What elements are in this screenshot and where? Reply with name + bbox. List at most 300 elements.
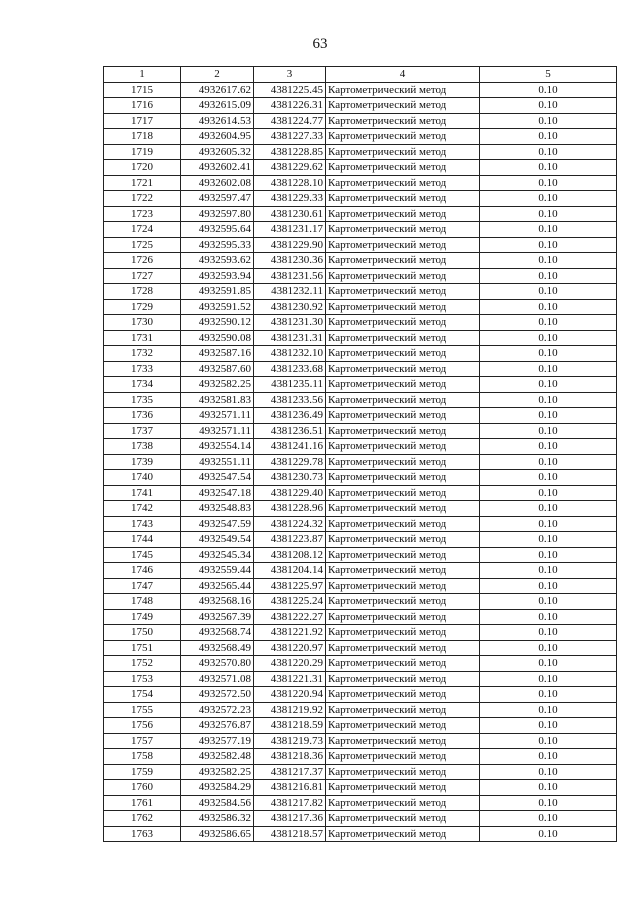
precision-cell: 0.10 bbox=[480, 392, 617, 408]
y-coordinate-cell: 4381218.57 bbox=[254, 826, 326, 842]
method-cell: Картометрический метод bbox=[326, 113, 480, 129]
y-coordinate-cell: 4381228.85 bbox=[254, 144, 326, 160]
point-number-cell: 1761 bbox=[104, 795, 181, 811]
x-coordinate-cell: 4932547.54 bbox=[181, 470, 254, 486]
precision-cell: 0.10 bbox=[480, 361, 617, 377]
point-number-cell: 1757 bbox=[104, 733, 181, 749]
precision-cell: 0.10 bbox=[480, 454, 617, 470]
y-coordinate-cell: 4381230.73 bbox=[254, 470, 326, 486]
method-cell: Картометрический метод bbox=[326, 470, 480, 486]
precision-cell: 0.10 bbox=[480, 795, 617, 811]
precision-cell: 0.10 bbox=[480, 191, 617, 207]
x-coordinate-cell: 4932590.12 bbox=[181, 315, 254, 331]
point-number-cell: 1756 bbox=[104, 718, 181, 734]
y-coordinate-cell: 4381221.92 bbox=[254, 625, 326, 641]
x-coordinate-cell: 4932591.85 bbox=[181, 284, 254, 300]
y-coordinate-cell: 4381204.14 bbox=[254, 563, 326, 579]
point-number-cell: 1758 bbox=[104, 749, 181, 765]
method-cell: Картометрический метод bbox=[326, 299, 480, 315]
point-number-cell: 1755 bbox=[104, 702, 181, 718]
precision-cell: 0.10 bbox=[480, 237, 617, 253]
y-coordinate-cell: 4381220.97 bbox=[254, 640, 326, 656]
method-cell: Картометрический метод bbox=[326, 222, 480, 238]
method-cell: Картометрический метод bbox=[326, 764, 480, 780]
point-number-cell: 1737 bbox=[104, 423, 181, 439]
y-coordinate-cell: 4381229.90 bbox=[254, 237, 326, 253]
page-number: 63 bbox=[312, 36, 328, 52]
method-cell: Картометрический метод bbox=[326, 547, 480, 563]
method-cell: Картометрический метод bbox=[326, 532, 480, 548]
table-header bbox=[104, 67, 617, 83]
precision-cell: 0.10 bbox=[480, 671, 617, 687]
precision-cell: 0.10 bbox=[480, 640, 617, 656]
table-row bbox=[104, 315, 617, 331]
method-cell: Картометрический метод bbox=[326, 268, 480, 284]
point-number-cell: 1744 bbox=[104, 532, 181, 548]
table-row bbox=[104, 175, 617, 191]
method-cell: Картометрический метод bbox=[326, 144, 480, 160]
method-cell: Картометрический метод bbox=[326, 733, 480, 749]
method-cell: Картометрический метод bbox=[326, 656, 480, 672]
y-coordinate-cell: 4381235.11 bbox=[254, 377, 326, 393]
point-number-cell: 1733 bbox=[104, 361, 181, 377]
precision-cell: 0.10 bbox=[480, 408, 617, 424]
point-number-cell: 1732 bbox=[104, 346, 181, 362]
y-coordinate-cell: 4381219.73 bbox=[254, 733, 326, 749]
point-number-cell: 1742 bbox=[104, 501, 181, 517]
method-cell: Картометрический метод bbox=[326, 423, 480, 439]
y-coordinate-cell: 4381232.10 bbox=[254, 346, 326, 362]
header-row bbox=[104, 67, 617, 83]
point-number-cell: 1760 bbox=[104, 780, 181, 796]
precision-cell: 0.10 bbox=[480, 253, 617, 269]
table-row bbox=[104, 377, 617, 393]
point-number-cell: 1727 bbox=[104, 268, 181, 284]
table-row bbox=[104, 237, 617, 253]
point-number-cell: 1762 bbox=[104, 811, 181, 827]
method-cell: Картометрический метод bbox=[326, 516, 480, 532]
x-coordinate-cell: 4932547.59 bbox=[181, 516, 254, 532]
column-header-1: 1 bbox=[104, 67, 181, 83]
point-number-cell: 1725 bbox=[104, 237, 181, 253]
x-coordinate-cell: 4932597.47 bbox=[181, 191, 254, 207]
table-row bbox=[104, 826, 617, 842]
point-number-cell: 1748 bbox=[104, 594, 181, 610]
point-number-cell: 1718 bbox=[104, 129, 181, 145]
precision-cell: 0.10 bbox=[480, 206, 617, 222]
point-number-cell: 1735 bbox=[104, 392, 181, 408]
method-cell: Картометрический метод bbox=[326, 377, 480, 393]
precision-cell: 0.10 bbox=[480, 160, 617, 176]
x-coordinate-cell: 4932586.32 bbox=[181, 811, 254, 827]
precision-cell: 0.10 bbox=[480, 578, 617, 594]
table-row bbox=[104, 222, 617, 238]
x-coordinate-cell: 4932549.54 bbox=[181, 532, 254, 548]
y-coordinate-cell: 4381227.33 bbox=[254, 129, 326, 145]
table-row bbox=[104, 501, 617, 517]
method-cell: Картометрический метод bbox=[326, 82, 480, 98]
table-row bbox=[104, 299, 617, 315]
method-cell: Картометрический метод bbox=[326, 330, 480, 346]
column-header-5: 5 bbox=[480, 67, 617, 83]
table-row bbox=[104, 423, 617, 439]
table-row bbox=[104, 795, 617, 811]
point-number-cell: 1741 bbox=[104, 485, 181, 501]
x-coordinate-cell: 4932614.53 bbox=[181, 113, 254, 129]
y-coordinate-cell: 4381231.30 bbox=[254, 315, 326, 331]
point-number-cell: 1720 bbox=[104, 160, 181, 176]
y-coordinate-cell: 4381225.45 bbox=[254, 82, 326, 98]
table-row bbox=[104, 563, 617, 579]
point-number-cell: 1746 bbox=[104, 563, 181, 579]
table-body bbox=[104, 82, 617, 842]
y-coordinate-cell: 4381218.59 bbox=[254, 718, 326, 734]
point-number-cell: 1736 bbox=[104, 408, 181, 424]
precision-cell: 0.10 bbox=[480, 315, 617, 331]
y-coordinate-cell: 4381229.78 bbox=[254, 454, 326, 470]
point-number-cell: 1749 bbox=[104, 609, 181, 625]
point-number-cell: 1743 bbox=[104, 516, 181, 532]
point-number-cell: 1731 bbox=[104, 330, 181, 346]
table-row bbox=[104, 532, 617, 548]
method-cell: Картометрический метод bbox=[326, 826, 480, 842]
table-row bbox=[104, 439, 617, 455]
precision-cell: 0.10 bbox=[480, 377, 617, 393]
precision-cell: 0.10 bbox=[480, 330, 617, 346]
x-coordinate-cell: 4932590.08 bbox=[181, 330, 254, 346]
y-coordinate-cell: 4381229.33 bbox=[254, 191, 326, 207]
y-coordinate-cell: 4381236.51 bbox=[254, 423, 326, 439]
method-cell: Картометрический метод bbox=[326, 408, 480, 424]
x-coordinate-cell: 4932615.09 bbox=[181, 98, 254, 114]
table-row bbox=[104, 578, 617, 594]
precision-cell: 0.10 bbox=[480, 82, 617, 98]
method-cell: Картометрический метод bbox=[326, 284, 480, 300]
method-cell: Картометрический метод bbox=[326, 501, 480, 517]
point-number-cell: 1753 bbox=[104, 671, 181, 687]
method-cell: Картометрический метод bbox=[326, 392, 480, 408]
x-coordinate-cell: 4932617.62 bbox=[181, 82, 254, 98]
y-coordinate-cell: 4381231.31 bbox=[254, 330, 326, 346]
x-coordinate-cell: 4932576.87 bbox=[181, 718, 254, 734]
x-coordinate-cell: 4932587.16 bbox=[181, 346, 254, 362]
table-row bbox=[104, 82, 617, 98]
point-number-cell: 1751 bbox=[104, 640, 181, 656]
x-coordinate-cell: 4932602.08 bbox=[181, 175, 254, 191]
method-cell: Картометрический метод bbox=[326, 485, 480, 501]
table-row bbox=[104, 687, 617, 703]
y-coordinate-cell: 4381217.37 bbox=[254, 764, 326, 780]
point-number-cell: 1734 bbox=[104, 377, 181, 393]
method-cell: Картометрический метод bbox=[326, 206, 480, 222]
y-coordinate-cell: 4381222.27 bbox=[254, 609, 326, 625]
point-number-cell: 1754 bbox=[104, 687, 181, 703]
table-row bbox=[104, 609, 617, 625]
y-coordinate-cell: 4381217.82 bbox=[254, 795, 326, 811]
table-row bbox=[104, 470, 617, 486]
x-coordinate-cell: 4932577.19 bbox=[181, 733, 254, 749]
point-number-cell: 1752 bbox=[104, 656, 181, 672]
method-cell: Картометрический метод bbox=[326, 749, 480, 765]
x-coordinate-cell: 4932571.11 bbox=[181, 408, 254, 424]
table-row bbox=[104, 191, 617, 207]
method-cell: Картометрический метод bbox=[326, 175, 480, 191]
y-coordinate-cell: 4381208.12 bbox=[254, 547, 326, 563]
precision-cell: 0.10 bbox=[480, 423, 617, 439]
point-number-cell: 1715 bbox=[104, 82, 181, 98]
table-row bbox=[104, 160, 617, 176]
table-row bbox=[104, 547, 617, 563]
method-cell: Картометрический метод bbox=[326, 98, 480, 114]
precision-cell: 0.10 bbox=[480, 470, 617, 486]
x-coordinate-cell: 4932593.62 bbox=[181, 253, 254, 269]
x-coordinate-cell: 4932571.11 bbox=[181, 423, 254, 439]
point-number-cell: 1729 bbox=[104, 299, 181, 315]
x-coordinate-cell: 4932547.18 bbox=[181, 485, 254, 501]
point-number-cell: 1726 bbox=[104, 253, 181, 269]
method-cell: Картометрический метод bbox=[326, 578, 480, 594]
precision-cell: 0.10 bbox=[480, 656, 617, 672]
table-row bbox=[104, 284, 617, 300]
precision-cell: 0.10 bbox=[480, 485, 617, 501]
y-coordinate-cell: 4381229.62 bbox=[254, 160, 326, 176]
precision-cell: 0.10 bbox=[480, 516, 617, 532]
y-coordinate-cell: 4381236.49 bbox=[254, 408, 326, 424]
y-coordinate-cell: 4381230.92 bbox=[254, 299, 326, 315]
method-cell: Картометрический метод bbox=[326, 811, 480, 827]
table-row bbox=[104, 485, 617, 501]
point-number-cell: 1747 bbox=[104, 578, 181, 594]
method-cell: Картометрический метод bbox=[326, 625, 480, 641]
x-coordinate-cell: 4932565.44 bbox=[181, 578, 254, 594]
y-coordinate-cell: 4381220.94 bbox=[254, 687, 326, 703]
x-coordinate-cell: 4932568.16 bbox=[181, 594, 254, 610]
point-number-cell: 1750 bbox=[104, 625, 181, 641]
table-row bbox=[104, 718, 617, 734]
precision-cell: 0.10 bbox=[480, 702, 617, 718]
precision-cell: 0.10 bbox=[480, 222, 617, 238]
precision-cell: 0.10 bbox=[480, 144, 617, 160]
point-number-cell: 1728 bbox=[104, 284, 181, 300]
precision-cell: 0.10 bbox=[480, 284, 617, 300]
table-row bbox=[104, 330, 617, 346]
table-row bbox=[104, 733, 617, 749]
y-coordinate-cell: 4381217.36 bbox=[254, 811, 326, 827]
column-header-4: 4 bbox=[326, 67, 480, 83]
method-cell: Картометрический метод bbox=[326, 237, 480, 253]
method-cell: Картометрический метод bbox=[326, 594, 480, 610]
point-number-cell: 1745 bbox=[104, 547, 181, 563]
x-coordinate-cell: 4932568.49 bbox=[181, 640, 254, 656]
y-coordinate-cell: 4381226.31 bbox=[254, 98, 326, 114]
table-row bbox=[104, 764, 617, 780]
point-number-cell: 1716 bbox=[104, 98, 181, 114]
y-coordinate-cell: 4381220.29 bbox=[254, 656, 326, 672]
precision-cell: 0.10 bbox=[480, 501, 617, 517]
point-number-cell: 1759 bbox=[104, 764, 181, 780]
method-cell: Картометрический метод bbox=[326, 454, 480, 470]
y-coordinate-cell: 4381231.56 bbox=[254, 268, 326, 284]
table-row bbox=[104, 656, 617, 672]
method-cell: Картометрический метод bbox=[326, 780, 480, 796]
y-coordinate-cell: 4381229.40 bbox=[254, 485, 326, 501]
point-number-cell: 1717 bbox=[104, 113, 181, 129]
x-coordinate-cell: 4932602.41 bbox=[181, 160, 254, 176]
precision-cell: 0.10 bbox=[480, 563, 617, 579]
table-row bbox=[104, 594, 617, 610]
method-cell: Картометрический метод bbox=[326, 315, 480, 331]
x-coordinate-cell: 4932570.80 bbox=[181, 656, 254, 672]
precision-cell: 0.10 bbox=[480, 98, 617, 114]
precision-cell: 0.10 bbox=[480, 687, 617, 703]
precision-cell: 0.10 bbox=[480, 733, 617, 749]
x-coordinate-cell: 4932586.65 bbox=[181, 826, 254, 842]
x-coordinate-cell: 4932584.29 bbox=[181, 780, 254, 796]
table-row bbox=[104, 346, 617, 362]
table-row bbox=[104, 516, 617, 532]
method-cell: Картометрический метод bbox=[326, 609, 480, 625]
precision-cell: 0.10 bbox=[480, 532, 617, 548]
y-coordinate-cell: 4381225.24 bbox=[254, 594, 326, 610]
coordinates-table bbox=[103, 66, 617, 842]
table-row bbox=[104, 780, 617, 796]
column-header-2: 2 bbox=[181, 67, 254, 83]
precision-cell: 0.10 bbox=[480, 175, 617, 191]
x-coordinate-cell: 4932548.83 bbox=[181, 501, 254, 517]
y-coordinate-cell: 4381223.87 bbox=[254, 532, 326, 548]
y-coordinate-cell: 4381233.68 bbox=[254, 361, 326, 377]
x-coordinate-cell: 4932551.11 bbox=[181, 454, 254, 470]
x-coordinate-cell: 4932572.50 bbox=[181, 687, 254, 703]
x-coordinate-cell: 4932582.25 bbox=[181, 764, 254, 780]
point-number-cell: 1738 bbox=[104, 439, 181, 455]
method-cell: Картометрический метод bbox=[326, 346, 480, 362]
precision-cell: 0.10 bbox=[480, 749, 617, 765]
point-number-cell: 1721 bbox=[104, 175, 181, 191]
y-coordinate-cell: 4381221.31 bbox=[254, 671, 326, 687]
precision-cell: 0.10 bbox=[480, 826, 617, 842]
y-coordinate-cell: 4381241.16 bbox=[254, 439, 326, 455]
precision-cell: 0.10 bbox=[480, 718, 617, 734]
method-cell: Картометрический метод bbox=[326, 129, 480, 145]
table-row bbox=[104, 253, 617, 269]
method-cell: Картометрический метод bbox=[326, 160, 480, 176]
y-coordinate-cell: 4381230.36 bbox=[254, 253, 326, 269]
method-cell: Картометрический метод bbox=[326, 702, 480, 718]
table-row bbox=[104, 98, 617, 114]
precision-cell: 0.10 bbox=[480, 346, 617, 362]
x-coordinate-cell: 4932582.25 bbox=[181, 377, 254, 393]
x-coordinate-cell: 4932595.33 bbox=[181, 237, 254, 253]
table-row bbox=[104, 268, 617, 284]
y-coordinate-cell: 4381232.11 bbox=[254, 284, 326, 300]
x-coordinate-cell: 4932604.95 bbox=[181, 129, 254, 145]
table-row bbox=[104, 206, 617, 222]
precision-cell: 0.10 bbox=[480, 129, 617, 145]
y-coordinate-cell: 4381218.36 bbox=[254, 749, 326, 765]
method-cell: Картометрический метод bbox=[326, 718, 480, 734]
table-row bbox=[104, 392, 617, 408]
y-coordinate-cell: 4381228.96 bbox=[254, 501, 326, 517]
x-coordinate-cell: 4932591.52 bbox=[181, 299, 254, 315]
point-number-cell: 1730 bbox=[104, 315, 181, 331]
table-row bbox=[104, 671, 617, 687]
table-row bbox=[104, 702, 617, 718]
x-coordinate-cell: 4932597.80 bbox=[181, 206, 254, 222]
table-row bbox=[104, 454, 617, 470]
point-number-cell: 1724 bbox=[104, 222, 181, 238]
method-cell: Картометрический метод bbox=[326, 439, 480, 455]
x-coordinate-cell: 4932595.64 bbox=[181, 222, 254, 238]
x-coordinate-cell: 4932545.34 bbox=[181, 547, 254, 563]
point-number-cell: 1719 bbox=[104, 144, 181, 160]
table-row bbox=[104, 408, 617, 424]
precision-cell: 0.10 bbox=[480, 594, 617, 610]
x-coordinate-cell: 4932554.14 bbox=[181, 439, 254, 455]
method-cell: Картометрический метод bbox=[326, 563, 480, 579]
point-number-cell: 1740 bbox=[104, 470, 181, 486]
x-coordinate-cell: 4932568.74 bbox=[181, 625, 254, 641]
y-coordinate-cell: 4381230.61 bbox=[254, 206, 326, 222]
x-coordinate-cell: 4932605.32 bbox=[181, 144, 254, 160]
table-row bbox=[104, 129, 617, 145]
x-coordinate-cell: 4932559.44 bbox=[181, 563, 254, 579]
precision-cell: 0.10 bbox=[480, 547, 617, 563]
method-cell: Картометрический метод bbox=[326, 253, 480, 269]
precision-cell: 0.10 bbox=[480, 811, 617, 827]
precision-cell: 0.10 bbox=[480, 609, 617, 625]
method-cell: Картометрический метод bbox=[326, 191, 480, 207]
method-cell: Картометрический метод bbox=[326, 795, 480, 811]
y-coordinate-cell: 4381231.17 bbox=[254, 222, 326, 238]
method-cell: Картометрический метод bbox=[326, 361, 480, 377]
y-coordinate-cell: 4381233.56 bbox=[254, 392, 326, 408]
x-coordinate-cell: 4932581.83 bbox=[181, 392, 254, 408]
precision-cell: 0.10 bbox=[480, 299, 617, 315]
column-header-3: 3 bbox=[254, 67, 326, 83]
point-number-cell: 1722 bbox=[104, 191, 181, 207]
point-number-cell: 1739 bbox=[104, 454, 181, 470]
method-cell: Картометрический метод bbox=[326, 687, 480, 703]
table-row bbox=[104, 625, 617, 641]
x-coordinate-cell: 4932571.08 bbox=[181, 671, 254, 687]
method-cell: Картометрический метод bbox=[326, 640, 480, 656]
table-row bbox=[104, 749, 617, 765]
x-coordinate-cell: 4932593.94 bbox=[181, 268, 254, 284]
x-coordinate-cell: 4932587.60 bbox=[181, 361, 254, 377]
table-row bbox=[104, 640, 617, 656]
precision-cell: 0.10 bbox=[480, 268, 617, 284]
x-coordinate-cell: 4932567.39 bbox=[181, 609, 254, 625]
y-coordinate-cell: 4381225.97 bbox=[254, 578, 326, 594]
table-row bbox=[104, 144, 617, 160]
x-coordinate-cell: 4932572.23 bbox=[181, 702, 254, 718]
y-coordinate-cell: 4381228.10 bbox=[254, 175, 326, 191]
y-coordinate-cell: 4381216.81 bbox=[254, 780, 326, 796]
table-row bbox=[104, 361, 617, 377]
x-coordinate-cell: 4932582.48 bbox=[181, 749, 254, 765]
y-coordinate-cell: 4381224.32 bbox=[254, 516, 326, 532]
point-number-cell: 1723 bbox=[104, 206, 181, 222]
method-cell: Картометрический метод bbox=[326, 671, 480, 687]
y-coordinate-cell: 4381224.77 bbox=[254, 113, 326, 129]
precision-cell: 0.10 bbox=[480, 625, 617, 641]
y-coordinate-cell: 4381219.92 bbox=[254, 702, 326, 718]
precision-cell: 0.10 bbox=[480, 764, 617, 780]
precision-cell: 0.10 bbox=[480, 780, 617, 796]
precision-cell: 0.10 bbox=[480, 439, 617, 455]
x-coordinate-cell: 4932584.56 bbox=[181, 795, 254, 811]
